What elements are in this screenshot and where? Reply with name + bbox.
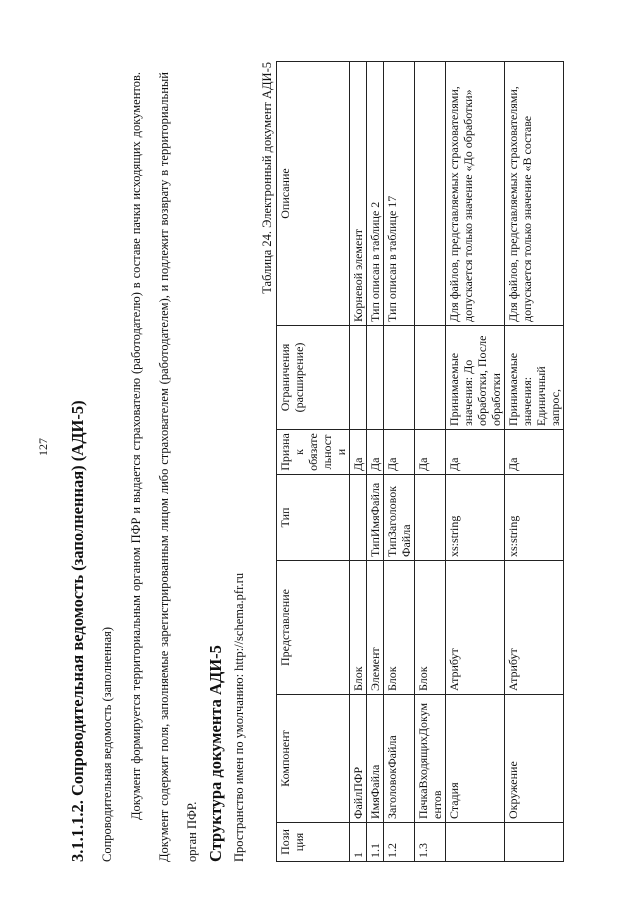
table-cell bbox=[415, 475, 446, 561]
table-cell: xs:string bbox=[446, 475, 505, 561]
table-cell: Да bbox=[415, 430, 446, 475]
table-cell bbox=[384, 326, 415, 430]
description-text: Документ формируется территориальным органом ПФР и выдается страхователю (работодателю) в составе пачки исходящих документов. Документ содержит поля, заполняемые зарегистрированным лицом либо страхователем (работодателем), и подлежит возврату в территориальный орган ПФР. bbox=[129, 72, 199, 862]
table-cell: Принимаемые значения: Единичный запрос, bbox=[505, 326, 564, 430]
table-cell: Для файлов, представляемых страхователями, допускается только значение «До обработки» bbox=[446, 62, 505, 326]
table-cell: ИмяФайла bbox=[367, 695, 384, 823]
header-cell: Ограничения (расширение) bbox=[277, 326, 350, 430]
table-cell bbox=[505, 823, 564, 862]
header-cell: Компонент bbox=[277, 695, 350, 823]
page-number: 127 bbox=[36, 438, 50, 456]
document-structure-table bbox=[276, 61, 564, 862]
table-cell: Блок bbox=[350, 561, 367, 695]
table-cell: xs:string bbox=[505, 475, 564, 561]
table-cell: 1 bbox=[350, 823, 367, 862]
header-cell: Описание bbox=[277, 62, 350, 326]
table-cell: Окружение bbox=[505, 695, 564, 823]
description-paragraph bbox=[122, 72, 206, 862]
table-row bbox=[446, 62, 505, 862]
table-caption: Таблица 24. Электронный документ АДИ-5 bbox=[260, 62, 274, 294]
table-cell: Атрибут bbox=[446, 561, 505, 695]
table-cell: Да bbox=[505, 430, 564, 475]
table-cell bbox=[446, 823, 505, 862]
table-cell: Да bbox=[350, 430, 367, 475]
table-cell: ФайлПФР bbox=[350, 695, 367, 823]
table-cell: Корневой элемент bbox=[350, 62, 367, 326]
table-cell: Да bbox=[446, 430, 505, 475]
header-cell: Тип bbox=[277, 475, 350, 561]
table-row bbox=[505, 62, 564, 862]
table-cell bbox=[367, 326, 384, 430]
namespace-line: Пространство имен по умолчанию: http://schema.pfr.ru bbox=[232, 572, 246, 862]
table-row bbox=[415, 62, 446, 862]
document-subtitle: Сопроводительная ведомость (заполненная) bbox=[100, 626, 114, 862]
table-cell: ПачкаВходящихДокументов bbox=[415, 695, 446, 823]
table-cell: Элемент bbox=[367, 561, 384, 695]
table-cell: Принимаемые значения: До обработки, После обработки bbox=[446, 326, 505, 430]
table-cell bbox=[415, 326, 446, 430]
table-cell bbox=[350, 326, 367, 430]
table-cell: ТипИмяФайла bbox=[367, 475, 384, 561]
table-cell: Тип описан в таблице 2 bbox=[367, 62, 384, 326]
table-row bbox=[367, 62, 384, 862]
table-cell: 1.1 bbox=[367, 823, 384, 862]
table-cell: Блок bbox=[384, 561, 415, 695]
table-header-row bbox=[277, 62, 350, 862]
rotated-page-content bbox=[62, 62, 622, 862]
table-cell: Да bbox=[367, 430, 384, 475]
table-cell: 1.3 bbox=[415, 823, 446, 862]
table-cell: Тип описан в таблице 17 bbox=[384, 62, 415, 326]
table-cell bbox=[350, 475, 367, 561]
table-cell: Атрибут bbox=[505, 561, 564, 695]
header-cell: Признак обязательности bbox=[277, 430, 350, 475]
table-row bbox=[384, 62, 415, 862]
header-cell: Представление bbox=[277, 561, 350, 695]
table-cell: ЗаголовокФайла bbox=[384, 695, 415, 823]
table-cell: Блок bbox=[415, 561, 446, 695]
table-cell: Для файлов, представляемых страхователями, допускается только значение «В составе bbox=[505, 62, 564, 326]
table-cell: Да bbox=[384, 430, 415, 475]
structure-heading: Структура документа АДИ-5 bbox=[206, 645, 225, 862]
table-cell: Стадия bbox=[446, 695, 505, 823]
section-heading: 3.1.1.1.2. Сопроводительная ведомость (заполненная) (АДИ-5) bbox=[68, 400, 87, 862]
header-cell: Позиция bbox=[277, 823, 350, 862]
table-row bbox=[350, 62, 367, 862]
table-cell: ТипЗаголовокФайла bbox=[384, 475, 415, 561]
table-cell bbox=[415, 62, 446, 326]
table-cell: 1.2 bbox=[384, 823, 415, 862]
